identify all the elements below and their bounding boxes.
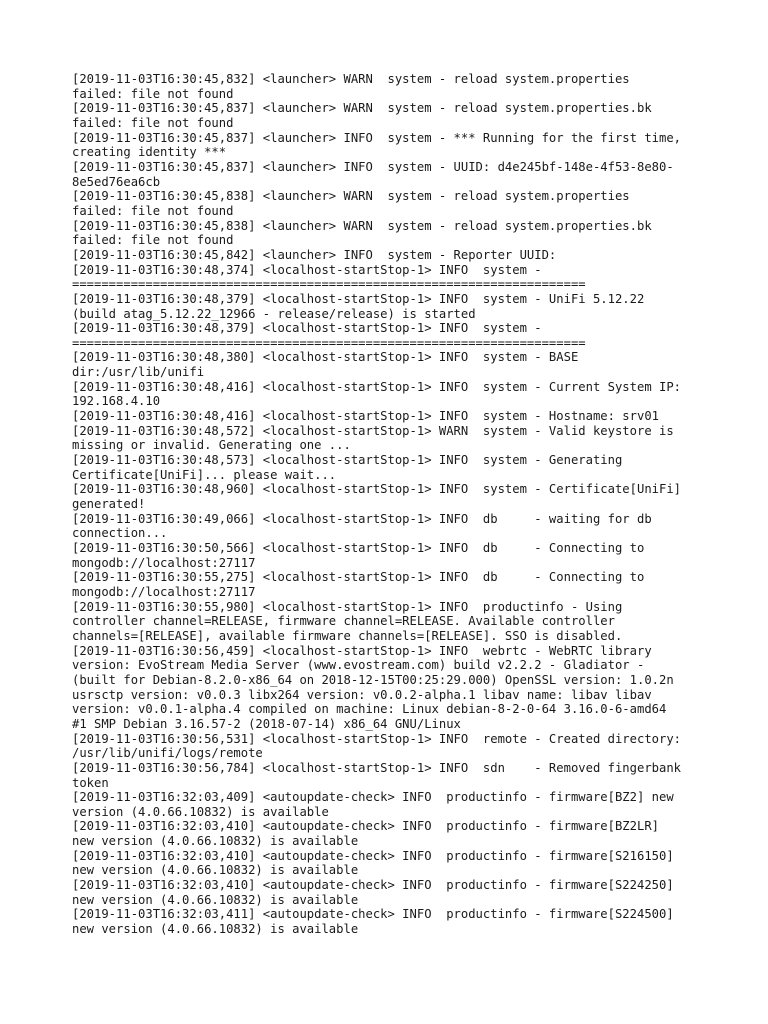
log-line: [2019-11-03T16:32:03,410] <autoupdate-check> INFO productinfo - firmware[S216150]: [72, 848, 674, 863]
log-line: [2019-11-03T16:30:56,459] <localhost-startStop-1> INFO webrtc - WebRTC library: [72, 643, 652, 658]
log-document: [72, 72, 702, 937]
log-line: new version (4.0.66.10832) is available: [72, 922, 359, 937]
log-line: [2019-11-03T16:30:48,572] <localhost-startStop-1> WARN system - Valid keystore is: [72, 423, 674, 438]
log-line: usrsctp version: v0.0.3 libx264 version: v0.0.2-alpha.1 libav name: libav libav: [72, 687, 652, 702]
log-line: [2019-11-03T16:30:49,066] <localhost-startStop-1> INFO db - waiting for db: [72, 511, 652, 526]
log-line: generated!: [72, 497, 146, 512]
log-line: [2019-11-03T16:30:55,275] <localhost-startStop-1> INFO db - Connecting to: [72, 570, 645, 585]
log-line: mongodb://localhost:27117: [72, 555, 256, 570]
log-line: [2019-11-03T16:30:48,379] <localhost-startStop-1> INFO system -: [72, 321, 542, 336]
log-line: dir:/usr/lib/unifi: [72, 365, 205, 380]
log-line: ======================================================================: [72, 335, 586, 350]
log-line: [2019-11-03T16:30:45,838] <launcher> WARN system - reload system.properties.bk: [72, 218, 652, 233]
log-line: #1 SMP Debian 3.16.57-2 (2018-07-14) x86_64 GNU/Linux: [72, 716, 461, 731]
log-line: [2019-11-03T16:30:45,842] <launcher> INFO system - Reporter UUID:: [72, 247, 557, 262]
log-line: new version (4.0.66.10832) is available: [72, 892, 359, 907]
log-line: [2019-11-03T16:30:45,832] <launcher> WARN system - reload system.properties: [72, 72, 630, 86]
log-line: [2019-11-03T16:30:45,838] <launcher> WARN system - reload system.properties: [72, 189, 630, 204]
log-line: version (4.0.66.10832) is available: [72, 804, 329, 819]
log-line: [2019-11-03T16:30:48,379] <localhost-startStop-1> INFO system - UniFi 5.12.22: [72, 291, 645, 306]
log-line: [2019-11-03T16:30:48,416] <localhost-startStop-1> INFO system - Hostname: srv01: [72, 409, 659, 424]
log-line: failed: file not found: [72, 115, 234, 130]
log-line: controller channel=RELEASE, firmware channel=RELEASE. Available controller: [72, 614, 615, 629]
log-line: [2019-11-03T16:30:48,380] <localhost-startStop-1> INFO system - BASE: [72, 350, 579, 365]
log-line: 8e5ed76ea6cb: [72, 174, 161, 189]
log-line: [2019-11-03T16:32:03,411] <autoupdate-check> INFO productinfo - firmware[S224500]: [72, 907, 674, 922]
log-line: [2019-11-03T16:30:45,837] <launcher> INFO system - *** Running for the first time,: [72, 130, 682, 145]
log-line: connection...: [72, 526, 168, 541]
log-line: mongodb://localhost:27117: [72, 584, 256, 599]
log-line: creating identity ***: [72, 145, 227, 160]
log-line: token: [72, 775, 109, 790]
log-line: [2019-11-03T16:30:56,784] <localhost-startStop-1> INFO sdn - Removed fingerbank: [72, 760, 682, 775]
log-line: Certificate[UniFi]... please wait...: [72, 467, 337, 482]
log-line: [2019-11-03T16:32:03,409] <autoupdate-check> INFO productinfo - firmware[BZ2] new: [72, 790, 674, 805]
log-line: [2019-11-03T16:30:45,837] <launcher> WARN system - reload system.properties.bk: [72, 101, 652, 116]
log-line: ======================================================================: [72, 277, 586, 292]
log-line: channels=[RELEASE], available firmware channels=[RELEASE]. SSO is disabled.: [72, 628, 623, 643]
log-line: failed: file not found: [72, 203, 234, 218]
log-line: [2019-11-03T16:30:48,960] <localhost-startStop-1> INFO system - Certificate[UniFi]: [72, 482, 682, 497]
log-line: [2019-11-03T16:30:48,374] <localhost-startStop-1> INFO system -: [72, 262, 542, 277]
log-line: /usr/lib/unifi/logs/remote: [72, 746, 263, 761]
log-line: [2019-11-03T16:32:03,410] <autoupdate-check> INFO productinfo - firmware[BZ2LR]: [72, 819, 659, 834]
log-text-block: [72, 72, 702, 937]
log-line: [2019-11-03T16:30:48,573] <localhost-startStop-1> INFO system - Generating: [72, 453, 623, 468]
log-line: [2019-11-03T16:32:03,410] <autoupdate-check> INFO productinfo - firmware[S224250]: [72, 878, 674, 893]
log-line: [2019-11-03T16:30:56,531] <localhost-startStop-1> INFO remote - Created directory:: [72, 731, 682, 746]
log-line: version: EvoStream Media Server (www.evostream.com) build v2.2.2 - Gladiator -: [72, 658, 645, 673]
log-line: missing or invalid. Generating one ...: [72, 438, 351, 453]
log-line: (built for Debian-8.2.0-x86_64 on 2018-12-15T00:25:29.000) OpenSSL version: 1.0.2n: [72, 672, 674, 687]
log-line: [2019-11-03T16:30:45,837] <launcher> INFO system - UUID: d4e245bf-148e-4f53-8e80-: [72, 159, 674, 174]
log-line: 192.168.4.10: [72, 394, 161, 409]
log-line: failed: file not found: [72, 233, 234, 248]
log-line: new version (4.0.66.10832) is available: [72, 863, 359, 878]
log-line: [2019-11-03T16:30:55,980] <localhost-startStop-1> INFO productinfo - Using: [72, 599, 623, 614]
log-line: (build atag_5.12.22_12966 - release/release) is started: [72, 306, 476, 321]
log-line: [2019-11-03T16:30:50,566] <localhost-startStop-1> INFO db - Connecting to: [72, 541, 645, 555]
log-line: [2019-11-03T16:30:48,416] <localhost-startStop-1> INFO system - Current System IP:: [72, 379, 682, 394]
log-line: new version (4.0.66.10832) is available: [72, 834, 359, 849]
log-line: failed: file not found: [72, 86, 234, 101]
log-line: version: v0.0.1-alpha.4 compiled on machine: Linux debian-8-2-0-64 3.16.0-6-amd64: [72, 702, 667, 717]
